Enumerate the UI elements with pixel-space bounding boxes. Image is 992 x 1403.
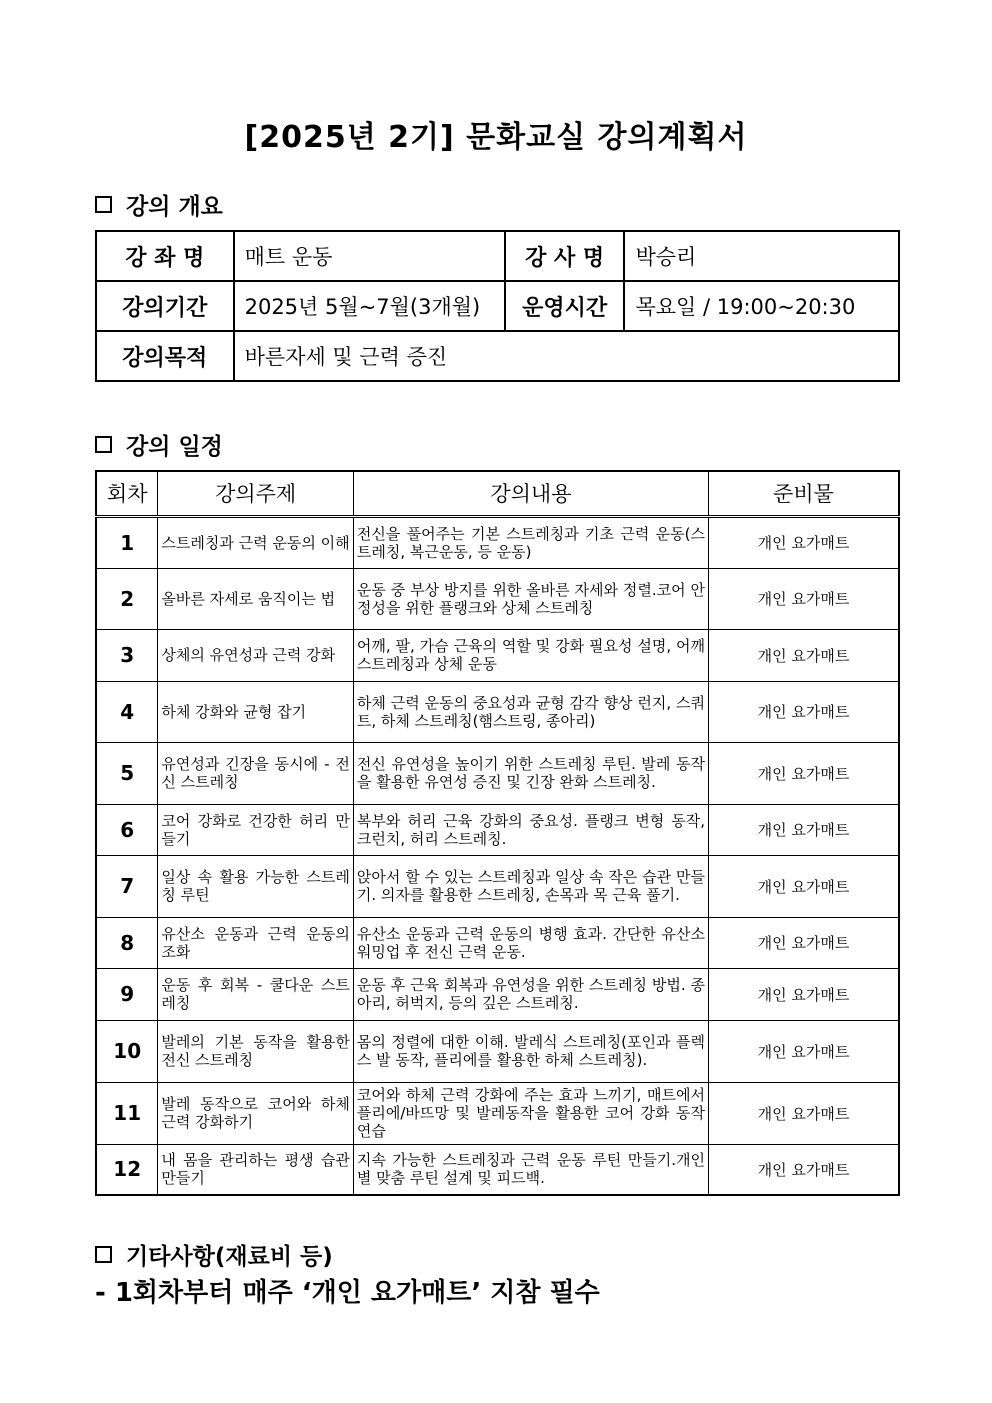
period-value: 2025년 5월~7월(3개월) [234,281,505,331]
table-row [96,1020,899,1082]
session-number: 9 [96,968,158,1020]
session-topic: 일상 속 활용 가능한 스트레칭 루틴 [158,855,354,917]
section-overview-label: 강의 개요 [126,194,223,220]
session-number: 1 [96,516,158,568]
session-number: 6 [96,804,158,855]
session-number: 11 [96,1082,158,1144]
table-row [96,1144,899,1195]
table-row [96,855,899,917]
session-number: 10 [96,1020,158,1082]
instructor-value: 박승리 [624,231,899,281]
table-row [96,568,899,629]
session-topic: 발레 동작으로 코어와 하체 근력 강화하기 [158,1082,354,1144]
checkbox-square-icon [95,1246,112,1263]
session-materials: 개인 요가매트 [708,1144,899,1195]
section-overview-heading [95,188,223,221]
session-number: 8 [96,917,158,968]
session-content: 복부와 허리 근육 강화의 중요성. 플랭크 변형 동작, 크런치, 허리 스트레칭. [353,804,708,855]
table-row [96,804,899,855]
period-label: 강의기간 [96,281,234,331]
purpose-label: 강의목적 [96,331,234,381]
session-materials: 개인 요가매트 [708,917,899,968]
session-topic: 유연성과 긴장을 동시에 - 전신 스트레칭 [158,742,354,804]
session-content: 하체 근력 운동의 중요성과 균형 감각 향상 런지, 스쿼트, 하체 스트레칭(햄스트링, 종아리) [353,681,708,742]
session-number: 2 [96,568,158,629]
session-materials: 개인 요가매트 [708,742,899,804]
session-materials: 개인 요가매트 [708,516,899,568]
session-topic: 운동 후 회복 - 쿨다운 스트레칭 [158,968,354,1020]
session-topic: 상체의 유연성과 근력 강화 [158,629,354,681]
header-content: 강의내용 [353,471,708,516]
purpose-value: 바른자세 및 근력 증진 [234,331,899,381]
schedule-table [95,470,900,1196]
overview-table [95,230,900,382]
course-name-value: 매트 운동 [234,231,505,281]
session-materials: 개인 요가매트 [708,568,899,629]
session-number: 12 [96,1144,158,1195]
table-row [96,516,899,568]
hours-value: 목요일 / 19:00~20:30 [624,281,899,331]
session-content: 몸의 정렬에 대한 이해. 발레식 스트레칭(포인과 플렉스 발 동작, 플리에를 활용한 하체 스트레칭). [353,1020,708,1082]
session-topic: 내 몸을 관리하는 평생 습관 만들기 [158,1144,354,1195]
session-content: 지속 가능한 스트레칭과 근력 운동 루틴 만들기.개인별 맞춤 루틴 설계 및 피드백. [353,1144,708,1195]
session-number: 3 [96,629,158,681]
session-topic: 유산소 운동과 근력 운동의 조화 [158,917,354,968]
section-other-heading [95,1238,333,1271]
session-materials: 개인 요가매트 [708,1020,899,1082]
checkbox-square-icon [95,196,112,213]
session-materials: 개인 요가매트 [708,855,899,917]
hours-label: 운영시간 [505,281,625,331]
table-row [96,742,899,804]
session-number: 4 [96,681,158,742]
session-content: 전신을 풀어주는 기본 스트레칭과 기초 근력 운동(스트레칭, 복근운동, 등 운동) [353,516,708,568]
session-topic: 올바른 자세로 움직이는 법 [158,568,354,629]
session-materials: 개인 요가매트 [708,1082,899,1144]
session-content: 유산소 운동과 근력 운동의 병행 효과. 간단한 유산소 워밍업 후 전신 근력 운동. [353,917,708,968]
session-content: 코어와 하체 근력 강화에 주는 효과 느끼기, 매트에서 플리에/바뜨망 및 발레동작을 활용한 코어 강화 동작 연습 [353,1082,708,1144]
table-row [96,629,899,681]
session-topic: 스트레칭과 근력 운동의 이해 [158,516,354,568]
checkbox-square-icon [95,436,112,453]
table-row [96,1082,899,1144]
header-session: 회차 [96,471,158,516]
materials-note: - 1회차부터 매주 ‘개인 요가매트’ 지참 필수 [95,1278,600,1308]
session-content: 운동 후 근육 회복과 유연성을 위한 스트레칭 방법. 종아리, 허벅지, 등의 깊은 스트레칭. [353,968,708,1020]
section-schedule-label: 강의 일정 [126,434,223,460]
session-materials: 개인 요가매트 [708,968,899,1020]
session-topic: 코어 강화로 건강한 허리 만들기 [158,804,354,855]
course-name-label: 강 좌 명 [96,231,234,281]
session-materials: 개인 요가매트 [708,629,899,681]
session-materials: 개인 요가매트 [708,804,899,855]
section-schedule-heading [95,428,223,461]
session-content: 전신 유연성을 높이기 위한 스트레칭 루틴. 발레 동작을 활용한 유연성 증진 및 긴장 완화 스트레칭. [353,742,708,804]
session-number: 5 [96,742,158,804]
table-row [96,681,899,742]
section-other-label: 기타사항(재료비 등) [126,1244,333,1270]
session-content: 앉아서 할 수 있는 스트레칭과 일상 속 작은 습관 만들기. 의자를 활용한 스트레칭, 손목과 목 근육 풀기. [353,855,708,917]
session-number: 7 [96,855,158,917]
table-row [96,917,899,968]
header-materials: 준비물 [708,471,899,516]
header-topic: 강의주제 [158,471,354,516]
session-topic: 하체 강화와 균형 잡기 [158,681,354,742]
session-content: 어깨, 팔, 가슴 근육의 역할 및 강화 필요성 설명, 어깨 스트레칭과 상체 운동 [353,629,708,681]
session-content: 운동 중 부상 방지를 위한 올바른 자세와 정렬.코어 안정성을 위한 플랭크와 상체 스트레칭 [353,568,708,629]
session-materials: 개인 요가매트 [708,681,899,742]
page-title: [2025년 2기] 문화교실 강의계획서 [244,120,748,155]
table-row [96,968,899,1020]
instructor-label: 강 사 명 [505,231,625,281]
session-topic: 발레의 기본 동작을 활용한 전신 스트레칭 [158,1020,354,1082]
